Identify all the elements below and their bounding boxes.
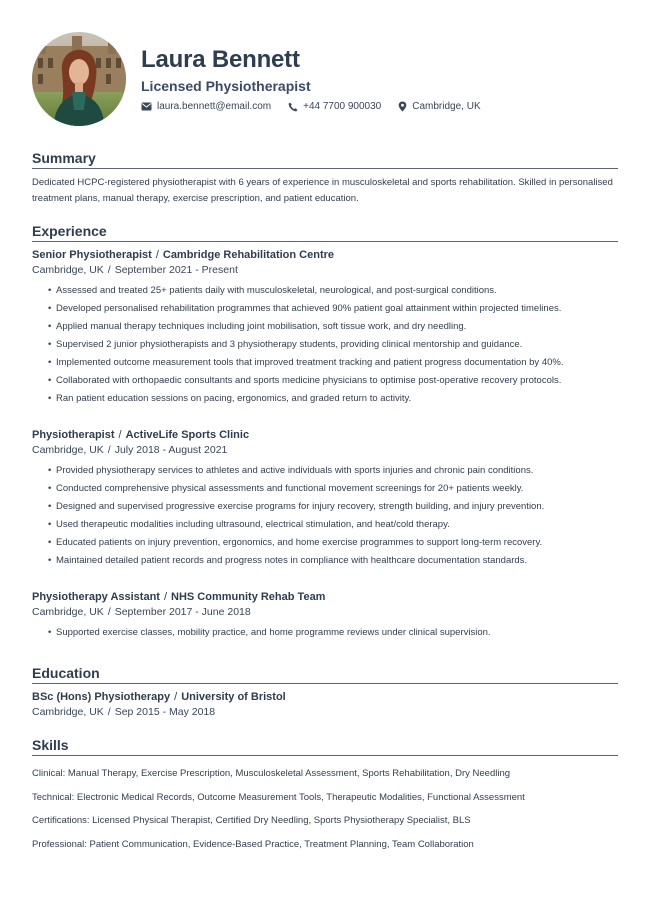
job-heading <box>32 248 618 263</box>
job-bullet: • Used therapeutic modalities including ultrasound, electrical stimulation, and heat/cold therapy. <box>48 516 618 534</box>
education-heading-line <box>32 690 618 705</box>
location-pin-icon <box>398 101 407 112</box>
skills-list <box>32 762 618 856</box>
email-icon <box>141 102 152 111</box>
profile-photo <box>32 32 126 126</box>
job-bullet: • Implemented outcome measurement tools that improved treatment tracking and patient progress documentation by 40%. <box>48 354 618 372</box>
job-company: NHS Community Rehab Team <box>171 591 326 603</box>
job-bullet: • Ran patient education sessions on pacing, ergonomics, and graded return to activity. <box>48 390 618 408</box>
job-bullet: • Assessed and treated 25+ patients daily with musculoskeletal, neurological, and post-surgical conditions. <box>48 282 618 300</box>
contact-location <box>398 101 480 112</box>
degree: BSc (Hons) Physiotherapy <box>32 691 171 703</box>
job-location: Cambridge, UK <box>32 444 104 456</box>
name-block <box>141 46 498 112</box>
separator: / <box>155 249 159 261</box>
separator: / <box>163 591 168 603</box>
education-location: Cambridge, UK <box>32 706 104 718</box>
experience-heading: Experience <box>32 222 618 242</box>
job-location: Cambridge, UK <box>32 606 104 618</box>
job-dates: September 2021 - Present <box>114 264 238 276</box>
education-dates: Sep 2015 - May 2018 <box>114 706 216 718</box>
separator: / <box>107 606 111 618</box>
job-role: Physiotherapist <box>32 429 115 441</box>
skill-row: Certifications: Licensed Physical Therapist, Certified Dry Needling, Sports Physiotherapy Specialist, BLS <box>32 815 471 826</box>
skill-row: Clinical: Manual Therapy, Exercise Prescription, Musculoskeletal Assessment, Sports Rehabilitation, Dry Needling <box>32 768 511 779</box>
skills-section <box>32 736 618 856</box>
job-bullets <box>32 624 618 642</box>
skills-heading: Skills <box>32 736 618 756</box>
job-meta <box>32 443 618 458</box>
job-dates: July 2018 - August 2021 <box>114 444 228 456</box>
job-bullet: • Designed and supervised progressive exercise programs for injury recovery, strength building, and injury prevention. <box>48 498 618 516</box>
job-entry <box>32 428 618 570</box>
contact-phone[interactable] <box>288 101 381 112</box>
job-bullet: • Maintained detailed patient records and progress notes in compliance with healthcare documentation standards. <box>48 552 618 570</box>
job-meta <box>32 263 618 278</box>
experience-section <box>32 222 618 642</box>
job-bullet: • Developed personalised rehabilitation programmes that achieved 90% patient goal attainment within projected timelines. <box>48 300 618 318</box>
job-heading <box>32 428 618 443</box>
job-bullet: • Supervised 2 junior physiotherapists and 3 physiotherapy students, providing clinical mentorship and guidance. <box>48 336 618 354</box>
education-entry <box>32 690 618 720</box>
job-heading <box>32 590 618 605</box>
education-meta <box>32 705 618 720</box>
job-bullets <box>32 282 618 408</box>
job-bullets <box>32 462 618 570</box>
job-company: ActiveLife Sports Clinic <box>125 429 250 441</box>
education-heading: Education <box>32 664 618 684</box>
summary-heading: Summary <box>32 149 618 169</box>
job-bullet: • Applied manual therapy techniques including joint mobilisation, soft tissue work, and dry needling. <box>48 318 618 336</box>
summary-section <box>32 149 618 206</box>
separator: / <box>174 691 178 703</box>
contact-info <box>141 101 498 112</box>
job-bullet: • Supported exercise classes, mobility practice, and home programme reviews under clinical supervision. <box>48 624 618 642</box>
avatar <box>32 32 126 126</box>
skill-row: Technical: Electronic Medical Records, Outcome Measurement Tools, Therapeutic Modalities, Functional Assessment <box>32 791 525 803</box>
job-bullet: • Provided physiotherapy services to athletes and active individuals with sports injuries and chronic pain conditions. <box>48 462 618 480</box>
location-text: Cambridge, UK <box>412 101 481 112</box>
candidate-name: Laura Bennett <box>141 46 300 73</box>
resume-header <box>32 0 618 140</box>
job-entry <box>32 590 618 642</box>
job-bullet: • Collaborated with orthopaedic consultants and sports medicine physicians to optimise post-operative recovery protocols. <box>48 372 618 390</box>
phone-icon <box>288 102 298 112</box>
contact-email[interactable] <box>141 101 271 112</box>
job-meta <box>32 605 618 620</box>
job-entry <box>32 248 618 408</box>
separator: / <box>107 706 111 718</box>
email-text: laura.bennett@email.com <box>157 101 272 112</box>
job-role: Physiotherapy Assistant <box>32 591 160 603</box>
job-location: Cambridge, UK <box>32 264 104 276</box>
phone-text: +44 7700 900030 <box>303 101 382 112</box>
separator: / <box>107 444 111 456</box>
candidate-title: Licensed Physiotherapist <box>141 78 311 94</box>
school: University of Bristol <box>181 691 286 703</box>
job-bullet: • Conducted comprehensive physical assessments and functional movement screenings for 20+ patients weekly. <box>48 480 618 498</box>
job-bullet: • Educated patients on injury prevention, ergonomics, and home exercise programmes to support long-term recovery. <box>48 534 618 552</box>
skill-row: Professional: Patient Communication, Evidence-Based Practice, Treatment Planning, Team Collaboration <box>32 838 474 850</box>
summary-text: Dedicated HCPC-registered physiotherapist with 6 years of experience in musculoskeletal and sports rehabilitation. Skilled in personalised treatment plans, manual therapy, exercise prescription, and patient education. <box>32 177 613 204</box>
separator: / <box>107 264 111 276</box>
education-section <box>32 664 618 720</box>
job-dates: September 2017 - June 2018 <box>114 606 251 618</box>
job-company: Cambridge Rehabilitation Centre <box>162 249 335 261</box>
separator: / <box>118 429 122 441</box>
job-role: Senior Physiotherapist <box>32 249 152 261</box>
